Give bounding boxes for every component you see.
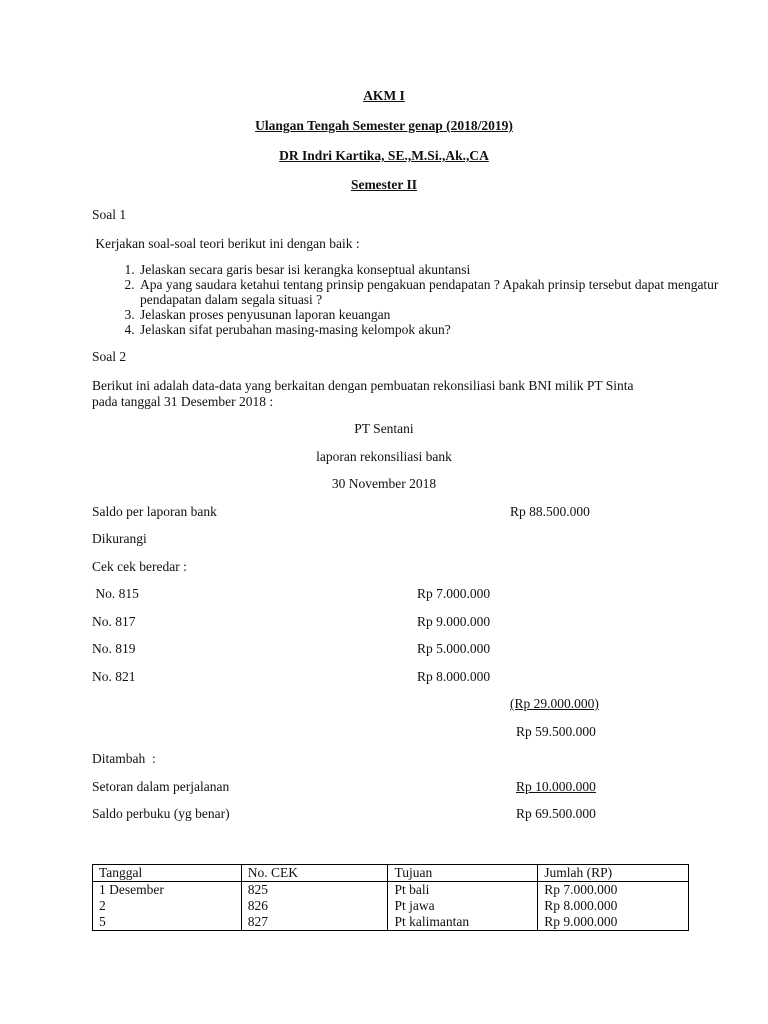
semester-label: Semester II [350,177,418,192]
cell-jumlah: Rp 9.000.000 [538,914,689,931]
soal1-title: Soal 1 [92,207,127,222]
cell-jumlah: Rp 8.000.000 [538,898,689,914]
subtotal-value: Rp 59.500.000 [516,724,596,739]
report-title: laporan rekonsiliasi bank [316,449,452,464]
cell-tujuan: Pt bali [388,882,538,899]
soal1-question-list [92,262,728,337]
soal2-title: Soal 2 [92,349,127,364]
question-item: 4. Jelaskan sifat perubahan masing-masing kelompok akun? [138,322,728,337]
saldo-buku-value: Rp 69.500.000 [516,806,596,821]
soal2-intro-line1: Berikut ini adalah data-data yang berkaitan dengan pembuatan rekonsiliasi bank BNI milik PT Sinta [92,378,634,393]
soal1-instruction: Kerjakan soal-soal teori berikut ini dengan baik : [92,236,360,251]
exam-title: Ulangan Tengah Semester genap (2018/2019) [255,118,513,133]
soal2-intro-line2: pada tanggal 31 Desember 2018 : [92,394,274,409]
cek-amount: Rp 8.000.000 [417,669,491,684]
total-cek-value: (Rp 29.000.000) [510,696,599,711]
question-item: 2. Apa yang saudara ketahui tentang prinsip pengakuan pendapatan ? Apakah prinsip tersebut dapat mengatur pendapatan dalam segala situasi ? [138,277,728,307]
question-item: 1. Jelaskan secara garis besar isi kerangka konseptual akuntansi [138,262,728,277]
cell-tujuan: Pt kalimantan [388,914,538,931]
cek-amount: Rp 9.000.000 [417,614,491,629]
ditambah-label: Ditambah : [92,751,156,766]
cek-number: No. 819 [92,641,136,656]
cell-jumlah: Rp 7.000.000 [538,882,689,899]
cell-tanggal: 2 [93,898,242,914]
header-jumlah: Jumlah (RP) [538,865,689,882]
cell-tanggal: 1 Desember [93,882,242,899]
cek-number: No. 821 [92,669,136,684]
cell-no-cek: 827 [241,914,388,931]
saldo-bank-value: Rp 88.500.000 [510,504,590,519]
report-date: 30 November 2018 [331,476,437,491]
saldo-bank-label: Saldo per laporan bank [92,504,217,519]
table-row [93,882,689,899]
cek-amount: Rp 5.000.000 [417,641,491,656]
setoran-value: Rp 10.000.000 [516,779,596,794]
cell-no-cek: 826 [241,898,388,914]
cek-table [92,864,689,931]
cell-no-cek: 825 [241,882,388,899]
setoran-label: Setoran dalam perjalanan [92,779,230,794]
lecturer-name: DR Indri Kartika, SE.,M.Si.,Ak.,CA [279,148,489,163]
cek-beredar-label: Cek cek beredar : [92,559,187,574]
table-row [93,898,689,914]
header-no-cek: No. CEK [241,865,388,882]
company-name: PT Sentani [354,421,414,436]
cek-number: No. 817 [92,614,136,629]
cell-tujuan: Pt jawa [388,898,538,914]
header-tanggal: Tanggal [93,865,242,882]
header-tujuan: Tujuan [388,865,538,882]
saldo-buku-label: Saldo perbuku (yg benar) [92,806,230,821]
table-header-row [93,865,689,882]
cek-amount: Rp 7.000.000 [417,586,491,601]
cell-tanggal: 5 [93,914,242,931]
dikurangi-label: Dikurangi [92,531,147,546]
table-row [93,914,689,931]
cek-number: No. 815 [92,586,139,601]
question-item: 3. Jelaskan proses penyusunan laporan keuangan [138,307,728,322]
course-title: AKM I [363,88,405,103]
